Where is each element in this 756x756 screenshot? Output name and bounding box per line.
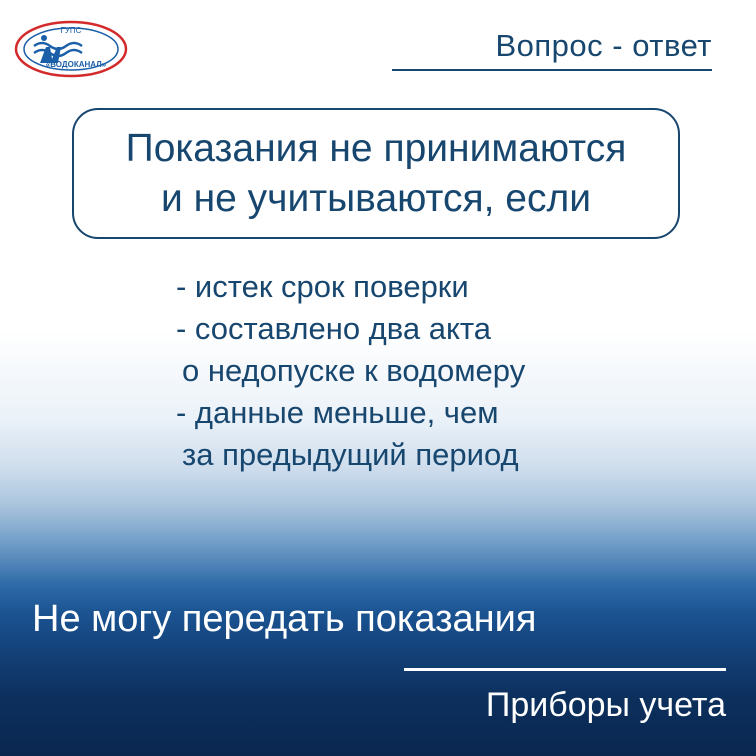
list-item: - данные меньше, чем: [176, 395, 499, 430]
svg-text:«ВОДОКАНАЛ»: «ВОДОКАНАЛ»: [45, 60, 107, 69]
headline-line-2: и не учитываются, если: [161, 176, 591, 220]
headline-box: [72, 108, 680, 239]
list-item: - составлено два акта: [176, 311, 491, 346]
page-title: Вопрос - ответ: [495, 28, 712, 63]
svg-text:ГУПС: ГУПС: [60, 26, 82, 35]
list-item: о недопуске к водомеру: [182, 353, 526, 388]
list-item: за предыдущий период: [182, 437, 519, 472]
bottom-divider: [404, 668, 726, 671]
vodokanal-logo: [14, 16, 128, 82]
bottom-statement: Не могу передать показания: [32, 598, 537, 640]
header-divider: [392, 69, 712, 71]
list-item: - истек срок поверки: [176, 269, 469, 304]
bottom-caption: Приборы учета: [485, 686, 726, 724]
headline-line-1: Показания не принимаются: [125, 126, 627, 170]
condition-list: [176, 266, 696, 476]
